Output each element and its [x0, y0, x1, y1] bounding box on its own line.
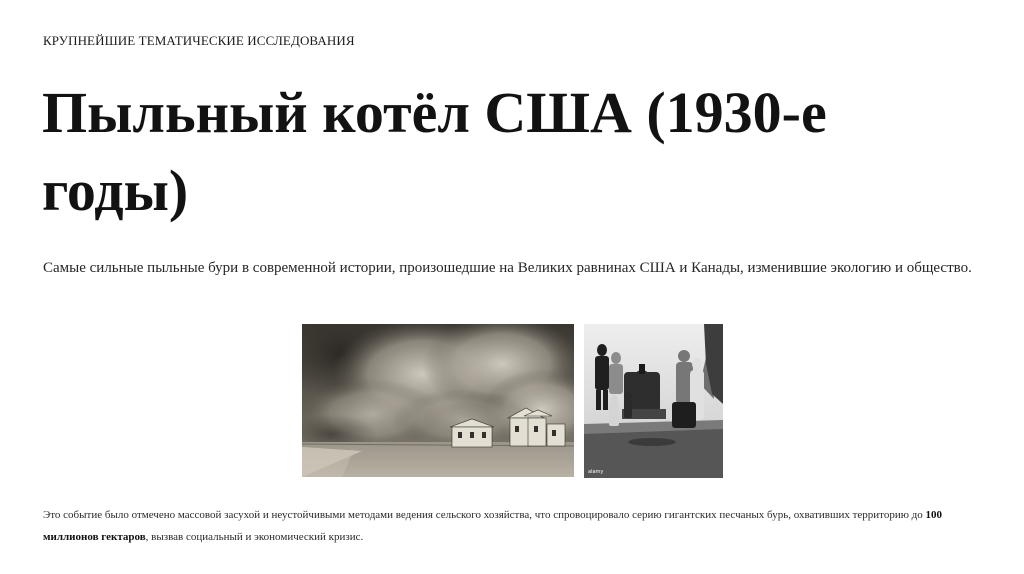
section-kicker: КРУПНЕЙШИЕ ТЕМАТИЧЕСКИЕ ИССЛЕДОВАНИЯ	[43, 33, 355, 48]
body-text-after: , вызвав социальный и экономический кризис.	[145, 531, 364, 543]
photo-gallery	[302, 324, 723, 478]
dust-storm-photo	[302, 324, 574, 477]
page-title: Пыльный котёл США (1930-е годы)	[42, 80, 827, 223]
lead-paragraph: Самые сильные пыльные бури в современной истории, произошедшие на Великих равнинах США и Канады, изменившие экологию и общество.	[43, 260, 972, 276]
body-paragraph	[43, 504, 983, 548]
body-text-before: Это событие было отмечено массовой засухой и неустойчивыми методами ведения сельского хозяйства, что спровоцировало серию гигантских песчаных бурь, охвативших территорию до	[43, 509, 926, 521]
family-photo	[584, 324, 723, 478]
watermark-text: alamy	[588, 469, 604, 475]
body-emphasis: 100 миллионов гектаров	[43, 509, 943, 543]
